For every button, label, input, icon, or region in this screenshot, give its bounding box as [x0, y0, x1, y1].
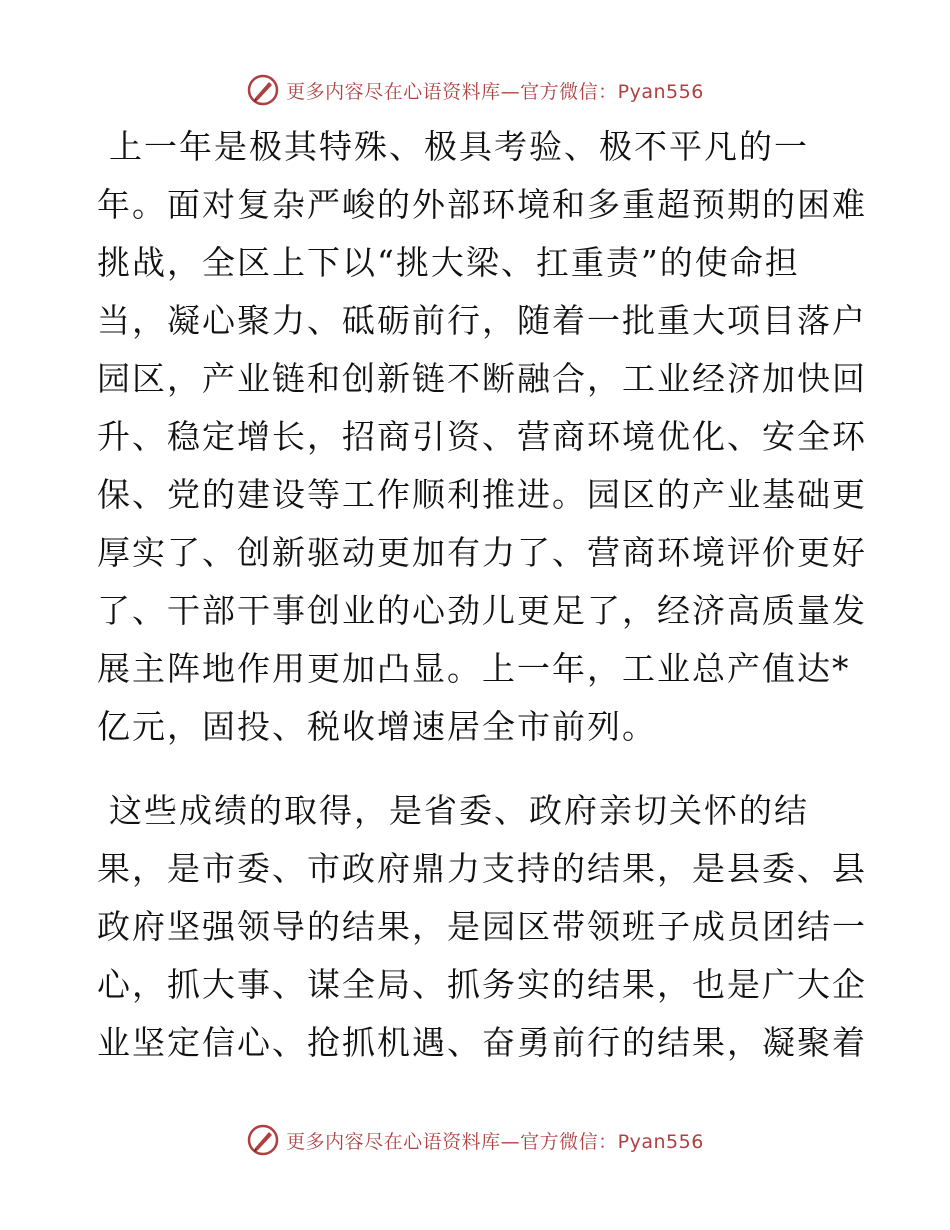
pen-logo-icon — [246, 73, 280, 107]
document-body — [97, 118, 867, 1072]
text-line: 这些成绩的取得，是省委、政府亲切关怀的结 — [109, 791, 809, 830]
watermark-text: 更多内容尽在心语资料库—官方微信：Pyan556 — [286, 80, 704, 103]
header-watermark — [0, 70, 950, 110]
text-line: 厚实了、创新驱动更加有力了、营商环境评价更好 — [97, 533, 867, 572]
text-line: 升、稳定增长，招商引资、营商环境优化、安全环 — [97, 417, 867, 456]
text-line: 展主阵地作用更加凸显。上一年，工业总产值达* — [97, 649, 851, 688]
text-line: 心，抓大事、谋全局、抓务实的结果，也是广大企 — [97, 965, 867, 1004]
paragraph-achievements — [97, 118, 867, 756]
text-line: 亿元，固投、税收增速居全市前列。 — [97, 707, 657, 746]
text-line: 业坚定信心、抢抓机遇、奋勇前行的结果，凝聚着 — [97, 1023, 867, 1062]
text-line: 挑战，全区上下以“挑大梁、扛重责”的使命担 — [97, 243, 800, 282]
text-line: 当，凝心聚力、砥砺前行，随着一批重大项目落户 — [97, 301, 867, 340]
watermark-text: 更多内容尽在心语资料库—官方微信：Pyan556 — [286, 1130, 704, 1153]
text-line: 政府坚强领导的结果，是园区带领班子成员团结一 — [97, 907, 867, 946]
text-line: 保、党的建设等工作顺利推进。园区的产业基础更 — [97, 475, 867, 514]
text-line: 了、干部干事创业的心劲儿更足了，经济高质量发 — [97, 591, 867, 630]
text-line: 果，是市委、市政府鼎力支持的结果，是县委、县 — [97, 849, 867, 888]
text-line: 园区，产业链和创新链不断融合，工业经济加快回 — [97, 359, 867, 398]
paragraph-acknowledgements — [97, 782, 867, 1072]
text-line: 年。面对复杂严峻的外部环境和多重超预期的困难 — [97, 185, 867, 224]
pen-logo-icon — [246, 1123, 280, 1157]
text-line: 上一年是极其特殊、极具考验、极不平凡的一 — [109, 127, 809, 166]
footer-watermark — [0, 1120, 950, 1160]
